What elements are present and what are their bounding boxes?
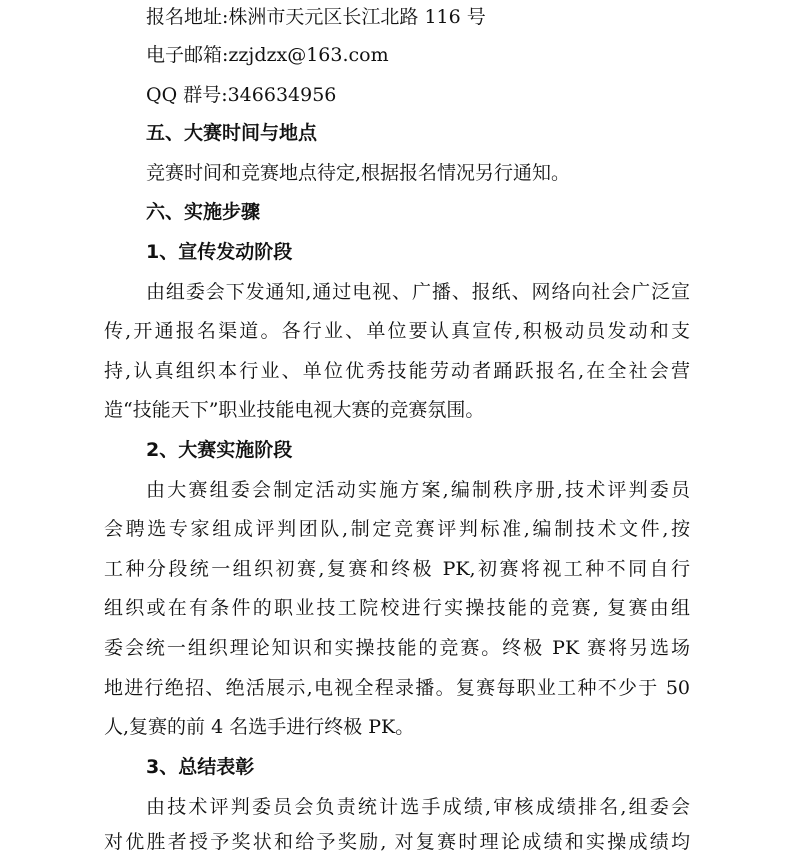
registration-qq: QQ 群号:346634956 (146, 84, 337, 106)
registration-address: 报名地址:株洲市天元区长江北路 116 号 (146, 6, 486, 28)
step2-line-7: 人,复赛的前 4 名选手进行终极 PK。 (104, 716, 415, 738)
step3-heading: 3、总结表彰 (146, 756, 255, 778)
step3-line-2: 对优胜者授予奖状和给予奖励, 对复赛时理论成绩和实操成绩均 (104, 831, 690, 853)
step3-line-1: 由技术评判委员会负责统计选手成绩,审核成绩排名,组委会 (146, 796, 690, 818)
step2-line-4: 组织或在有条件的职业技工院校进行实操技能的竞赛, 复赛由组 (104, 597, 690, 619)
step2-line-1: 由大赛组委会制定活动实施方案,编制秩序册,技术评判委员 (146, 479, 690, 501)
step1-heading: 1、宣传发动阶段 (146, 241, 293, 263)
step1-line-4: 造“技能天下”职业技能电视大赛的竞赛氛围。 (104, 399, 485, 421)
step1-line-2: 传,开通报名渠道。各行业、单位要认真宣传,积极动员发动和支 (104, 320, 690, 342)
section6-heading: 六、实施步骤 (146, 201, 261, 223)
registration-email: 电子邮箱:zzjdzx@163.com (146, 44, 389, 66)
step2-line-5: 委会统一组织理论知识和实操技能的竞赛。终极 PK 赛将另选场 (104, 637, 690, 659)
step2-heading: 2、大赛实施阶段 (146, 439, 293, 461)
section5-body: 竞赛时间和竞赛地点待定,根据报名情况另行通知。 (146, 162, 571, 184)
step1-line-3: 持,认真组织本行业、单位优秀技能劳动者踊跃报名,在全社会营 (104, 360, 690, 382)
section5-heading: 五、大赛时间与地点 (146, 122, 318, 144)
step2-line-2: 会聘选专家组成评判团队,制定竞赛评判标准,编制技术文件,按 (104, 518, 690, 540)
step2-line-6: 地进行绝招、绝活展示,电视全程录播。复赛每职业工种不少于 50 (104, 677, 690, 699)
step2-line-3: 工种分段统一组织初赛,复赛和终极 PK,初赛将视工种不同自行 (104, 558, 690, 580)
step1-line-1: 由组委会下发通知,通过电视、广播、报纸、网络向社会广泛宣 (146, 281, 690, 303)
